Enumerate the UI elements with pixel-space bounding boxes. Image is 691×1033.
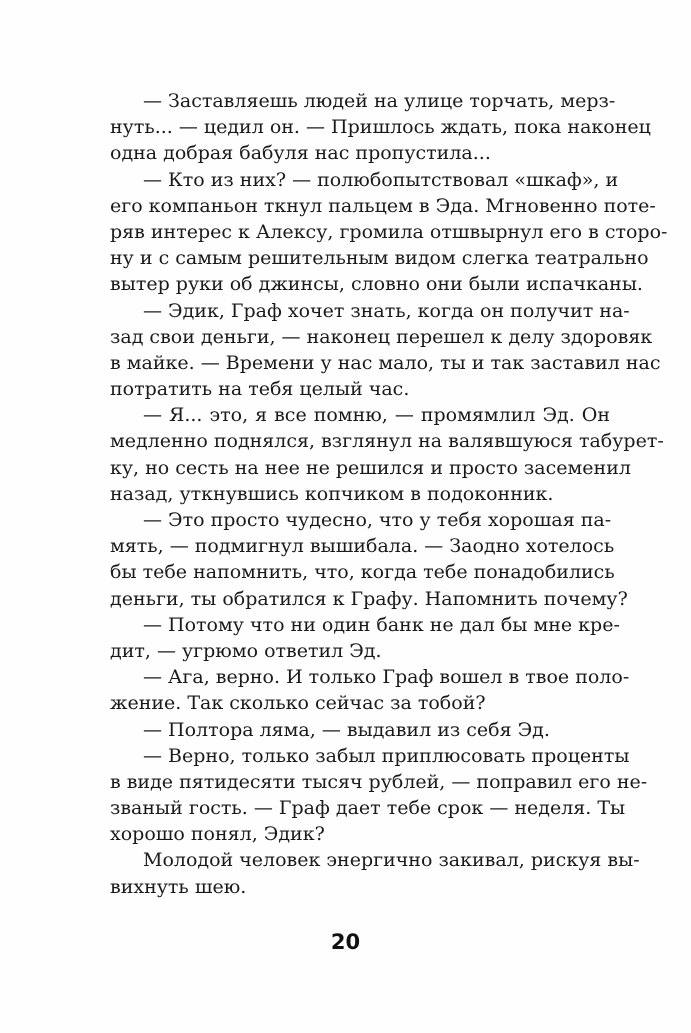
text-line: дит, — угрюмо ответил Эд.: [110, 639, 382, 662]
text-line: в майке. — Времени у нас мало, ты и так заставил нас: [110, 351, 661, 374]
text-line: зад свои деньги, — наконец перешел к делу здоровяк: [110, 325, 653, 348]
text-line: ряв интерес к Алексу, громила отшвырнул его в сторо-: [110, 220, 668, 243]
paragraph: [110, 847, 640, 899]
text-line: — Я... это, я все помню, — промямлил Эд. Он: [143, 404, 610, 427]
text-line: бы тебе напомнить, что, когда тебе понадобились: [110, 561, 615, 584]
text-line: деньги, ты обратился к Графу. Напомнить почему?: [110, 587, 628, 610]
paragraph: [110, 402, 664, 507]
text-line: нуть... — цедил он. — Пришлось ждать, пока наконец: [110, 116, 651, 139]
paragraph: [110, 88, 651, 167]
paragraph: [110, 612, 620, 664]
text-line: — Ага, верно. И только Граф вошел в твое поло-: [143, 666, 630, 689]
text-line: медленно поднялся, взглянул на валявшуюся табурет-: [110, 430, 664, 453]
page-number: 20: [330, 930, 361, 954]
text-line: — Это просто чудесно, что у тебя хорошая па-: [143, 509, 612, 531]
text-line: его компаньон ткнул пальцем в Эда. Мгновенно поте-: [110, 194, 656, 217]
text-line: в виде пятидесяти тысяч рублей, — поправил его не-: [110, 770, 648, 793]
text-line: Молодой человек энергично закивал, рискуя вы-: [143, 849, 640, 872]
text-line: — Кто из них? — полюбопытствовал «шкаф», и: [143, 168, 619, 191]
text-line: вытер руки об джинсы, словно они были испачканы.: [110, 273, 643, 296]
text-line: — Эдик, Граф хочет знать, когда он получит на-: [143, 299, 630, 322]
text-line: одна добрая бабуля нас пропустила...: [110, 142, 491, 165]
paragraph: [110, 664, 630, 716]
body-text: [110, 88, 668, 900]
text-line: — Верно, только забыл приплюсовать проценты: [143, 744, 630, 767]
text-line: ну и с самым решительным видом слегка театрально: [110, 247, 649, 270]
text-line: ку, но сесть на нее не решился и просто засеменил: [110, 456, 631, 479]
paragraph: [110, 167, 668, 298]
text-line: хорошо понял, Эдик?: [110, 823, 325, 846]
text-line: званый гость. — Граф дает тебе срок — неделя. Ты: [110, 797, 626, 820]
paragraph: [110, 507, 628, 612]
text-line: — Заставляешь людей на улице торчать, мерз-: [143, 90, 616, 112]
text-line: потратить на тебя целый час.: [110, 378, 410, 401]
text-line: — Потому что ни один банк не дал бы мне кре-: [143, 613, 620, 636]
paragraph: [110, 743, 648, 848]
text-line: мять, — подмигнул вышибала. — Заодно хотелось: [110, 535, 615, 558]
text-line: — Полтора ляма, — выдавил из себя Эд.: [143, 718, 550, 741]
paragraph: [110, 298, 661, 403]
paragraph: [110, 717, 610, 743]
text-line: жение. Так сколько сейчас за тобой?: [110, 692, 486, 715]
text-line: вихнуть шею.: [110, 875, 247, 898]
text-line: назад, уткнувшись копчиком в подоконник.: [110, 482, 554, 505]
